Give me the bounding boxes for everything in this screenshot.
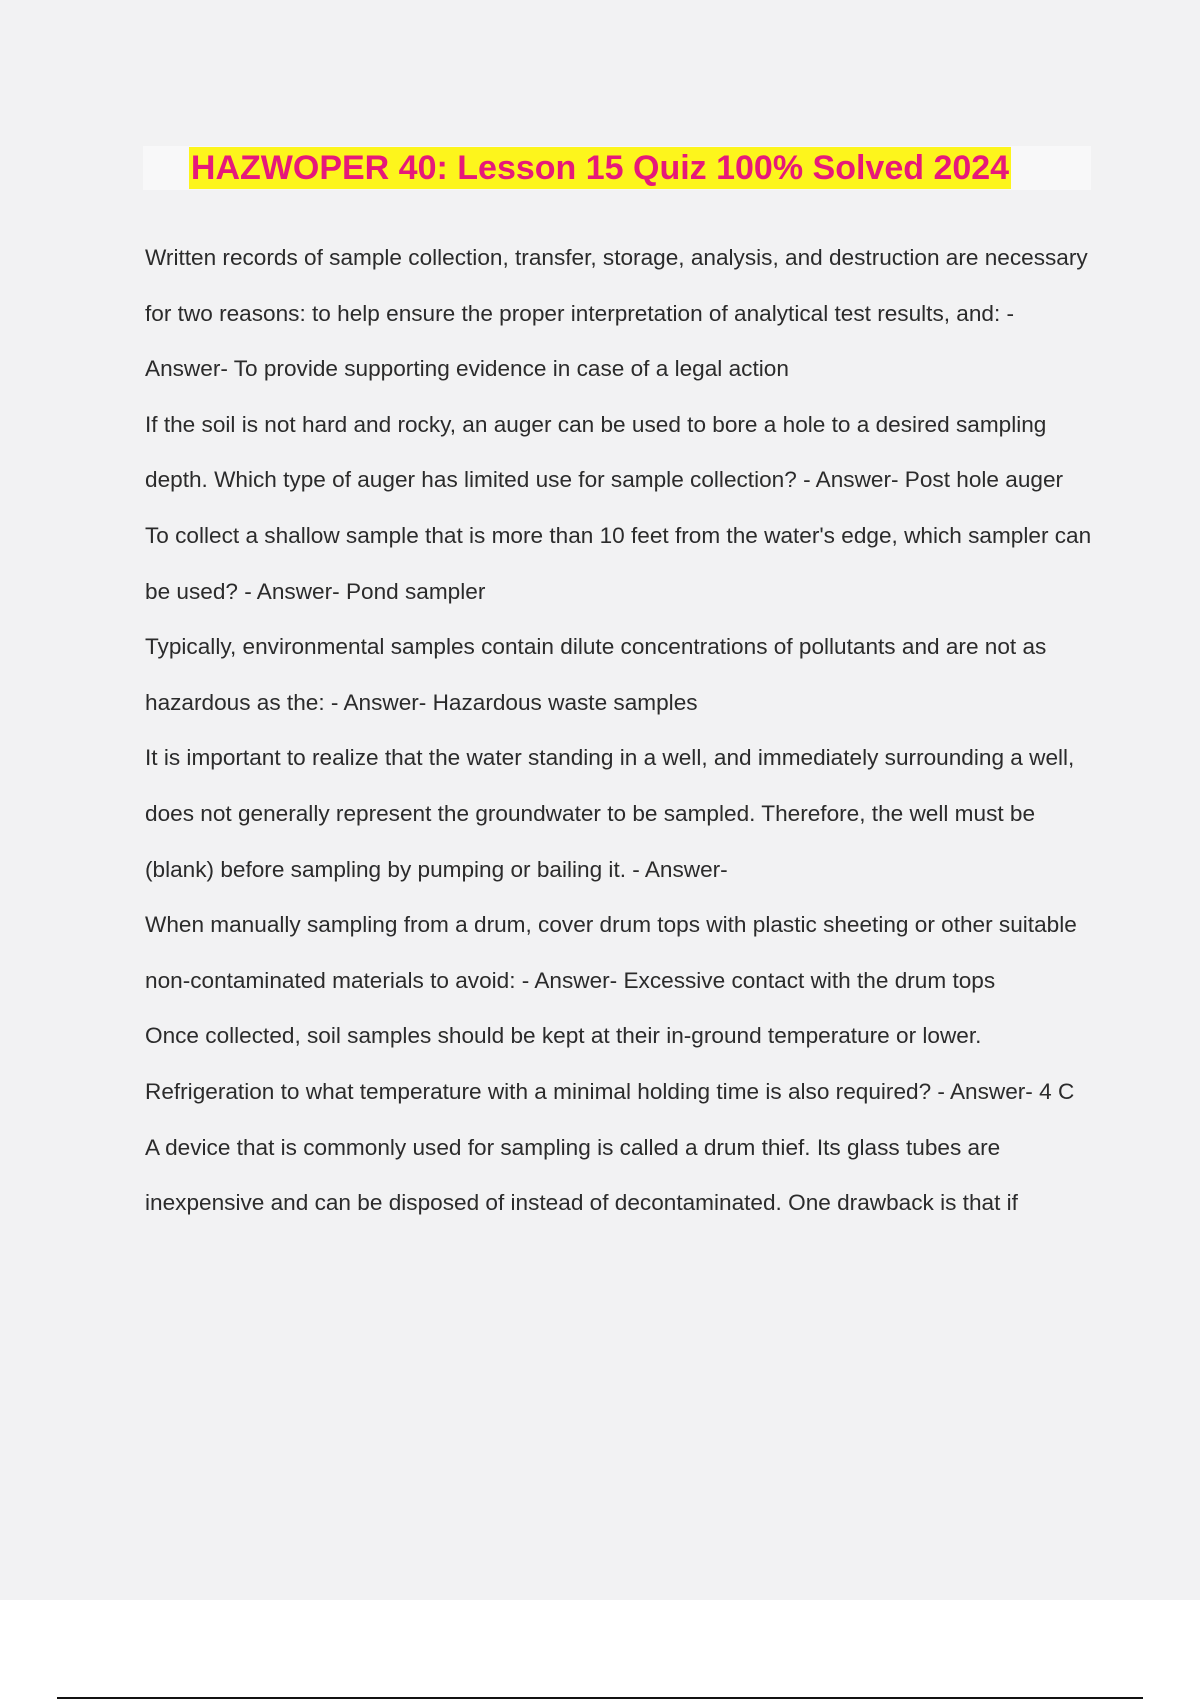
- quiz-item-1: Written records of sample collection, transfer, storage, analysis, and destruction are necessary for two reasons: to help ensure the proper interpretation of analytical test results, and: - Answer- To provide supporting evidence in case of a legal action: [145, 245, 1088, 382]
- quiz-item-5: It is important to realize that the water standing in a well, and immediately surrounding a well, does not generally represent the groundwater to be sampled. Therefore, the well must be (blank) before sampling by pumping or bailing it. - Answer-: [145, 745, 1075, 882]
- quiz-body: [145, 230, 1095, 1231]
- document-title: [0, 146, 1200, 190]
- quiz-item-6: When manually sampling from a drum, cover drum tops with plastic sheeting or other suitable non-contaminated materials to avoid: - Answer- Excessive contact with the drum tops: [145, 912, 1077, 993]
- quiz-item-8: A device that is commonly used for sampling is called a drum thief. Its glass tubes are inexpensive and can be disposed of instead of decontaminated. One drawback is that if: [145, 1134, 1018, 1216]
- bottom-divider: [57, 1697, 1143, 1699]
- quiz-item-2: If the soil is not hard and rocky, an auger can be used to bore a hole to a desired sampling depth. Which type of auger has limited use for sample collection? - Answer- Post hole auger: [145, 411, 1064, 493]
- quiz-item-4: Typically, environmental samples contain dilute concentrations of pollutants and are not as hazardous as the: - Answer- Hazardous waste samples: [145, 634, 1047, 715]
- quiz-item-3: To collect a shallow sample that is more than 10 feet from the water's edge, which sampler can be used? - Answer- Pond sampler: [145, 522, 1092, 604]
- document-title-text: HAZWOPER 40: Lesson 15 Quiz 100% Solved 2024: [190, 149, 1010, 187]
- quiz-item-7: Once collected, soil samples should be kept at their in-ground temperature or lower. Refrigeration to what temperature with a minimal holding time is also required? - Answer- 4 C: [145, 1023, 1075, 1104]
